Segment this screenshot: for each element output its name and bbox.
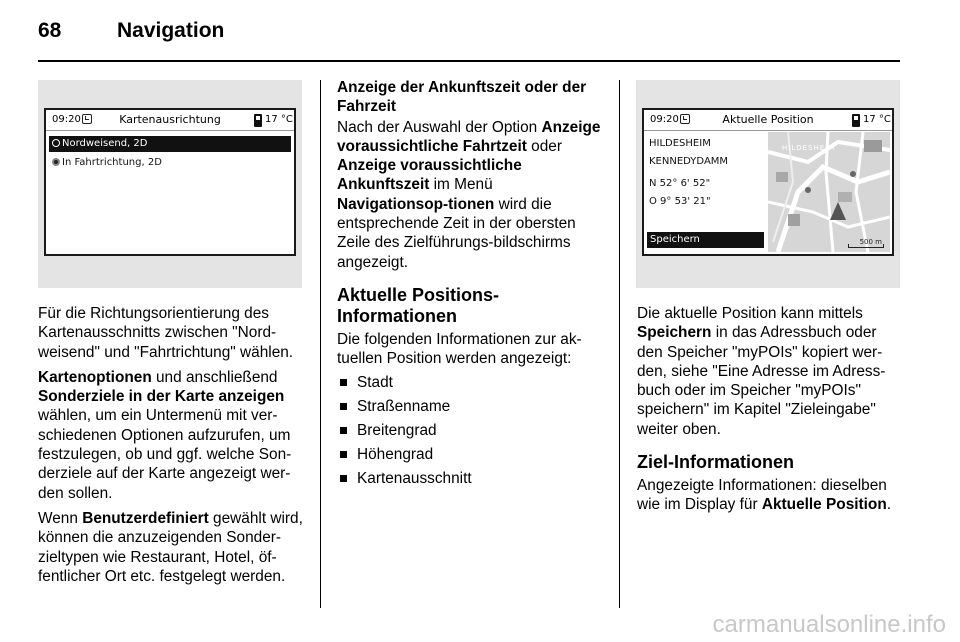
option-label: In Fahrtrichtung, 2D <box>62 157 162 168</box>
middle-column <box>337 78 603 493</box>
clock-time: 09:20 <box>650 114 679 125</box>
column-divider-right <box>619 80 620 608</box>
column-divider-left <box>320 80 321 608</box>
figure-map-orientation <box>38 80 302 288</box>
heading-current-position: Aktuelle Positions-Informationen <box>337 284 500 326</box>
option-label: Nordweisend, 2D <box>62 138 148 149</box>
watermark: carmanualsonline.info <box>712 611 946 638</box>
save-button[interactable]: Speichern <box>647 232 764 248</box>
heading-arrival-time: Anzeige der Ankunftszeit oder der Fahrzeit <box>337 79 587 116</box>
temperature: 17 °C <box>863 114 891 125</box>
paragraph: Die aktuelle Position kann mittels Speichern in das Adressbuch oder den Speicher "myPOIs" kopiert wer-den, siehe "Eine Adresse im Adress-buch oder im Speicher "myPOIs" speichern" im Kapitel "Zieleingabe" weiter oben. <box>637 305 886 438</box>
city-line: HILDESHEIM <box>649 138 711 149</box>
page-section-title: Navigation <box>117 19 225 42</box>
right-column <box>637 304 903 521</box>
paragraph: Die folgenden Informationen zur ak-tuellen Position werden angezeigt: <box>337 330 582 368</box>
map-city-label: HILDESHEIM <box>782 144 836 152</box>
list-item: Kartenausschnitt <box>337 469 603 488</box>
list-item: Höhengrad <box>337 445 603 464</box>
street-line: KENNEDYDAMM <box>649 156 729 167</box>
phone-icon <box>852 114 860 127</box>
info-list <box>337 373 603 488</box>
paragraph: Angezeigte Informationen: dieselben wie im Display für Aktuelle Position. <box>637 477 892 514</box>
radio-icon <box>52 139 60 147</box>
paragraph: Wenn Benutzerdefiniert gewählt wird, können die anzuzeigenden Sonder-zieltypen wie Restaurant, Hotel, öf-fentlicher Ort etc. festgelegt werden. <box>38 509 303 585</box>
radio-icon <box>52 158 60 166</box>
map-view[interactable] <box>768 132 890 252</box>
screen-status-bar <box>46 110 294 131</box>
screen-map-orientation <box>44 108 296 256</box>
clock-time: 09:20 <box>52 114 81 125</box>
heading-destination-info: Ziel-Informationen <box>637 452 794 473</box>
paragraph: Kartenoptionen und anschließend Sonderziele in der Karte anzeigen wählen, um ein Untermenü mit ver-schiedenen Optionen aufzurufen, um festzulegen, ob und ggf. welche Son-derziele auf der Karte angezeigt wer-den sollen. <box>38 368 292 502</box>
page-number: 68 <box>38 19 62 42</box>
header-rule <box>38 60 900 62</box>
phone-icon <box>254 114 262 127</box>
option-north-up[interactable] <box>49 136 291 152</box>
longitude-line: O 9° 53' 21" <box>649 196 711 207</box>
map-scale-bar <box>848 244 884 248</box>
list-item: Stadt <box>337 373 603 392</box>
list-item: Straßenname <box>337 397 603 416</box>
option-heading-up[interactable] <box>52 156 162 170</box>
figure-current-position <box>636 80 900 288</box>
screen-status-bar <box>644 110 892 131</box>
screen-title: Aktuelle Position <box>722 113 814 126</box>
screen-current-position <box>642 108 894 256</box>
latitude-line: N 52° 6' 52" <box>649 178 711 189</box>
map-scale: 500 m <box>859 238 882 246</box>
list-item: Breitengrad <box>337 421 603 440</box>
paragraph: Nach der Auswahl der Option Anzeige voraussichtliche Fahrtzeit oder Anzeige voraussichtliche Ankunftszeit im Menü Navigationsop-tionen wird die entsprechende Zeit in der obersten Zeile des Zielführungs-bildschirms angezeigt. <box>337 118 601 271</box>
left-column <box>38 304 304 592</box>
temperature: 17 °C <box>265 114 293 125</box>
screen-title: Kartenausrichtung <box>119 113 221 126</box>
paragraph: Für die Richtungsorientierung des Kartenausschnitts zwischen "Nord-weisend" und "Fahrtrichtung" wählen. <box>38 305 294 361</box>
